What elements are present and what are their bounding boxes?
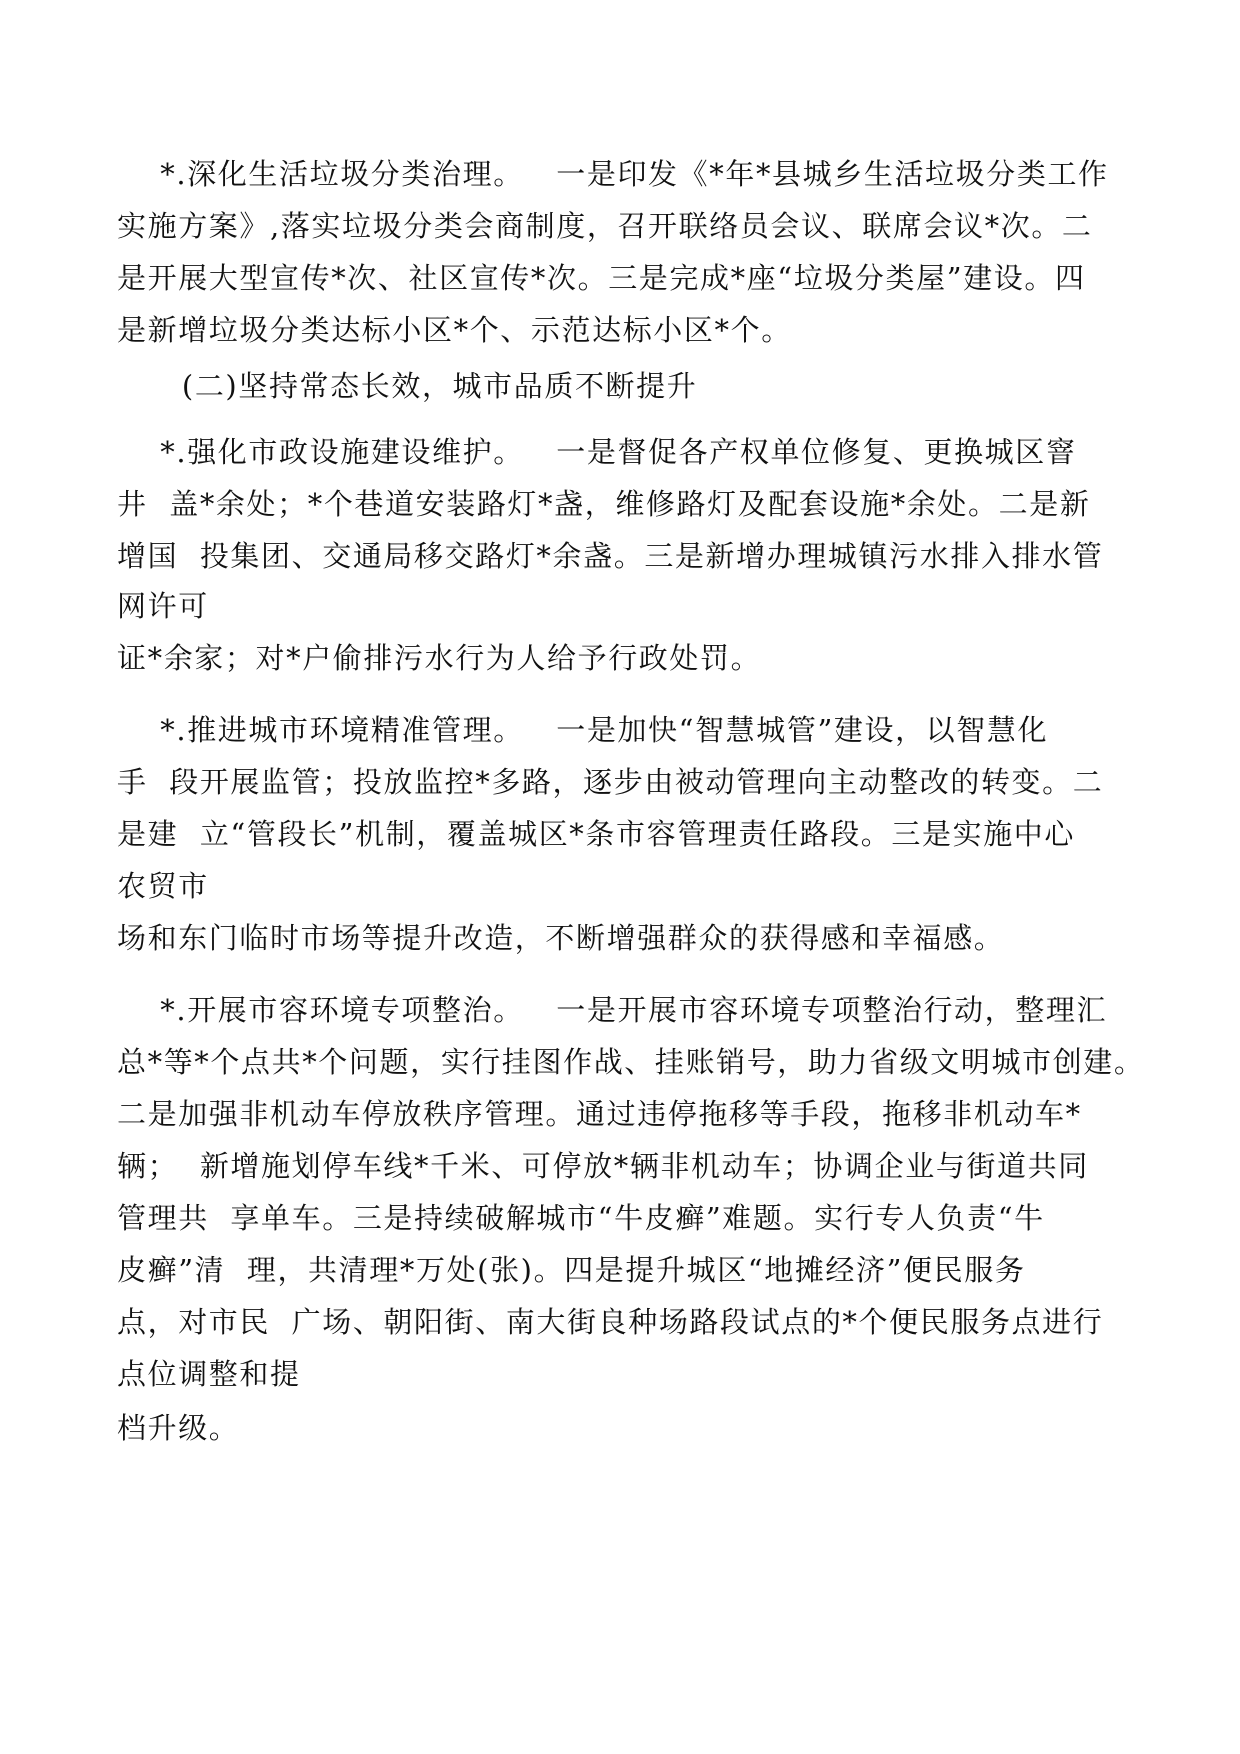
- text-line: 井 盖*余处；*个巷道安装路灯*盏，维修路灯及配套设施*余处。二是新: [117, 487, 1091, 521]
- section-heading: (二)坚持常态长效，城市品质不断提升: [117, 369, 698, 403]
- text-line: 总*等*个点共*个问题，实行挂图作战、挂账销号，助力省级文明城市创建。: [117, 1045, 1145, 1079]
- text-line: 是建 立“管段长”机制，覆盖城区*条市容管理责任路段。三是实施中心: [117, 817, 1075, 851]
- text-line: 实施方案》,落实垃圾分类会商制度，召开联络员会议、联席会议*次。二: [117, 209, 1093, 243]
- text-line: 是开展大型宣传*次、社区宣传*次。三是完成*座“垃圾分类屋”建设。四: [117, 261, 1086, 295]
- text-line: 证*余家；对*户偷排污水行为人给予行政处罚。: [117, 641, 762, 675]
- text-line: 农贸市: [117, 869, 209, 903]
- text-line: *.开展市容环境专项整治。 一是开展市容环境专项整治行动，整理汇: [117, 993, 1108, 1027]
- text-line: 手 段开展监管；投放监控*多路，逐步由被动管理向主动整改的转变。二: [117, 765, 1104, 799]
- text-line: *.深化生活垃圾分类治理。 一是印发《*年*县城乡生活垃圾分类工作: [117, 157, 1109, 191]
- text-line: *.强化市政设施建设维护。 一是督促各产权单位修复、更换城区窨: [117, 435, 1077, 469]
- text-line: 档升级。: [117, 1411, 240, 1445]
- text-line: *.推进城市环境精准管理。 一是加快“智慧城管”建设，以智慧化: [117, 713, 1049, 747]
- text-line: 二是加强非机动车停放秩序管理。通过违停拖移等手段，拖移非机动车*: [117, 1097, 1082, 1131]
- text-line: 场和东门临时市场等提升改造，不断增强群众的获得感和幸福感。: [117, 921, 1005, 955]
- text-line: 辆； 新增施划停车线*千米、可停放*辆非机动车；协调企业与街道共同: [117, 1149, 1089, 1183]
- text-line: 点位调整和提: [117, 1357, 301, 1391]
- text-line: 增国 投集团、交通局移交路灯*余盏。三是新增办理城镇污水排入排水管: [117, 539, 1104, 573]
- text-line: 点，对市民 广场、朝阳街、南大街良种场路段试点的*个便民服务点进行: [117, 1305, 1104, 1339]
- text-line: 皮癣”清 理，共清理*万处(张)。四是提升城区“地摊经济”便民服务: [117, 1253, 1026, 1287]
- text-line: 网许可: [117, 589, 209, 623]
- text-line: 是新增垃圾分类达标小区*个、示范达标小区*个。: [117, 313, 792, 347]
- text-line: 管理共 享单车。三是持续破解城市“牛皮癣”难题。实行专人负责“牛: [117, 1201, 1045, 1235]
